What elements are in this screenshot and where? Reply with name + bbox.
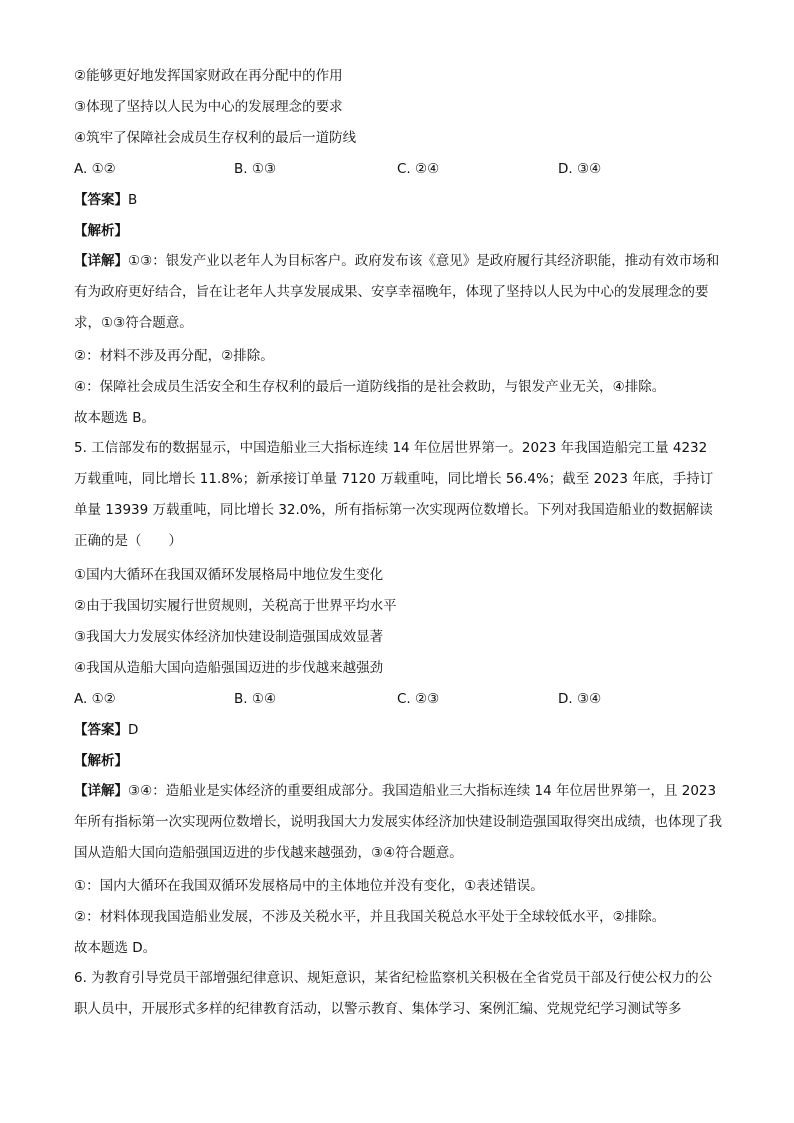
q4-answer-value: B (128, 192, 138, 208)
q5-answer-value: D (128, 722, 139, 738)
q4-item-2: ②能够更好地发挥国家财政在再分配中的作用 (74, 68, 343, 84)
q5-stem: 5. 工信部发布的数据显示，中国造船业三大指标连续 14 年位居世界第一。2023 年我国造船完工量 4232 万载重吨，同比增长 11.8%；新承接订单量 7120 万载重吨，同比增长 56.4%；截至 2023 年底，手持订单量 13939 万载重吨，同比增长 32.0%，所有指标第一次实现两位数增长。下列对我国造船业的数据解读正确的是（ ） (74, 440, 714, 549)
q5-note-2: ②：材料体现我国造船业发展，不涉及关税水平，并且我国关税总水平处于全球较低水平，②排除。 (74, 909, 666, 925)
q4-options (74, 159, 722, 179)
q4-option-b: B. ①③ (234, 161, 277, 177)
q5-detail-text: ③④：造船业是实体经济的重要组成部分。我国造船业三大指标连续 14 年位居世界第一，且 2023 年所有指标第一次实现两位数增长，说明我国大力发展实体经济加快建设制造强国取得突出成绩，也体现了我国从造船大国向造船强国迈进的步伐越来越强劲，③④符合题意。 (74, 783, 722, 861)
q5-item-2: ②由于我国切实履行世贸规则，关税高于世界平均水平 (74, 598, 397, 614)
q4-detail (74, 246, 722, 339)
q4-detail-text: ①③：银发产业以老年人为目标客户。政府发布该《意见》是政府履行其经济职能，推动有效市场和有为政府更好结合，旨在让老年人共享发展成果、安享幸福晚年，体现了坚持以人民为中心的发展理念的要求，①③符合题意。 (74, 253, 720, 331)
q5-answer (74, 720, 138, 740)
q5-conclusion: 故本题选 D。 (74, 940, 157, 956)
q4-option-d: D. ③④ (558, 161, 602, 177)
q5-item-4: ④我国从造船大国向造船强国迈进的步伐越来越强劲 (74, 660, 384, 676)
q5-option-c: C. ②③ (397, 691, 440, 707)
q6-stem: 6. 为教育引导党员干部增强纪律意识、规矩意识，某省纪检监察机关积极在全省党员干部及行使公权力的公职人员中，开展形式多样的纪律教育活动，以警示教育、集体学习、案例汇编、党规党纪学习测试等多 (74, 970, 713, 1017)
q4-analysis-label: 【解析】 (74, 223, 128, 239)
q4-option-a: A. ①② (74, 161, 116, 177)
q4-item-4: ④筑牢了保障社会成员生存权利的最后一道防线 (74, 130, 357, 146)
q4-note-4: ④：保障社会成员生活安全和生存权利的最后一道防线指的是社会救助，与银发产业无关，④排除。 (74, 379, 666, 395)
q5-option-d: D. ③④ (558, 691, 602, 707)
q5-item-3: ③我国大力发展实体经济加快建设制造强国成效显著 (74, 629, 384, 645)
q5-options (74, 689, 722, 709)
q4-detail-label: 【详解】 (74, 253, 128, 269)
q4-answer-label: 【答案】 (74, 192, 128, 208)
q5-detail (74, 776, 722, 869)
q4-conclusion: 故本题选 B。 (74, 410, 156, 426)
q5-item-1: ①国内大循环在我国双循环发展格局中地位发生变化 (74, 567, 384, 583)
q5-option-a: A. ①② (74, 691, 116, 707)
q5-answer-label: 【答案】 (74, 722, 128, 738)
q5-option-b: B. ①④ (234, 691, 277, 707)
q4-option-c: C. ②④ (397, 161, 440, 177)
q5-detail-label: 【详解】 (74, 783, 128, 799)
q4-answer (74, 190, 137, 210)
q4-item-3: ③体现了坚持以人民为中心的发展理念的要求 (74, 99, 343, 115)
q5-analysis-label: 【解析】 (74, 753, 128, 769)
q5-note-1: ①：国内大循环在我国双循环发展格局中的主体地位并没有变化，①表述错误。 (74, 878, 544, 894)
q4-note-2: ②：材料不涉及再分配，②排除。 (74, 348, 274, 364)
